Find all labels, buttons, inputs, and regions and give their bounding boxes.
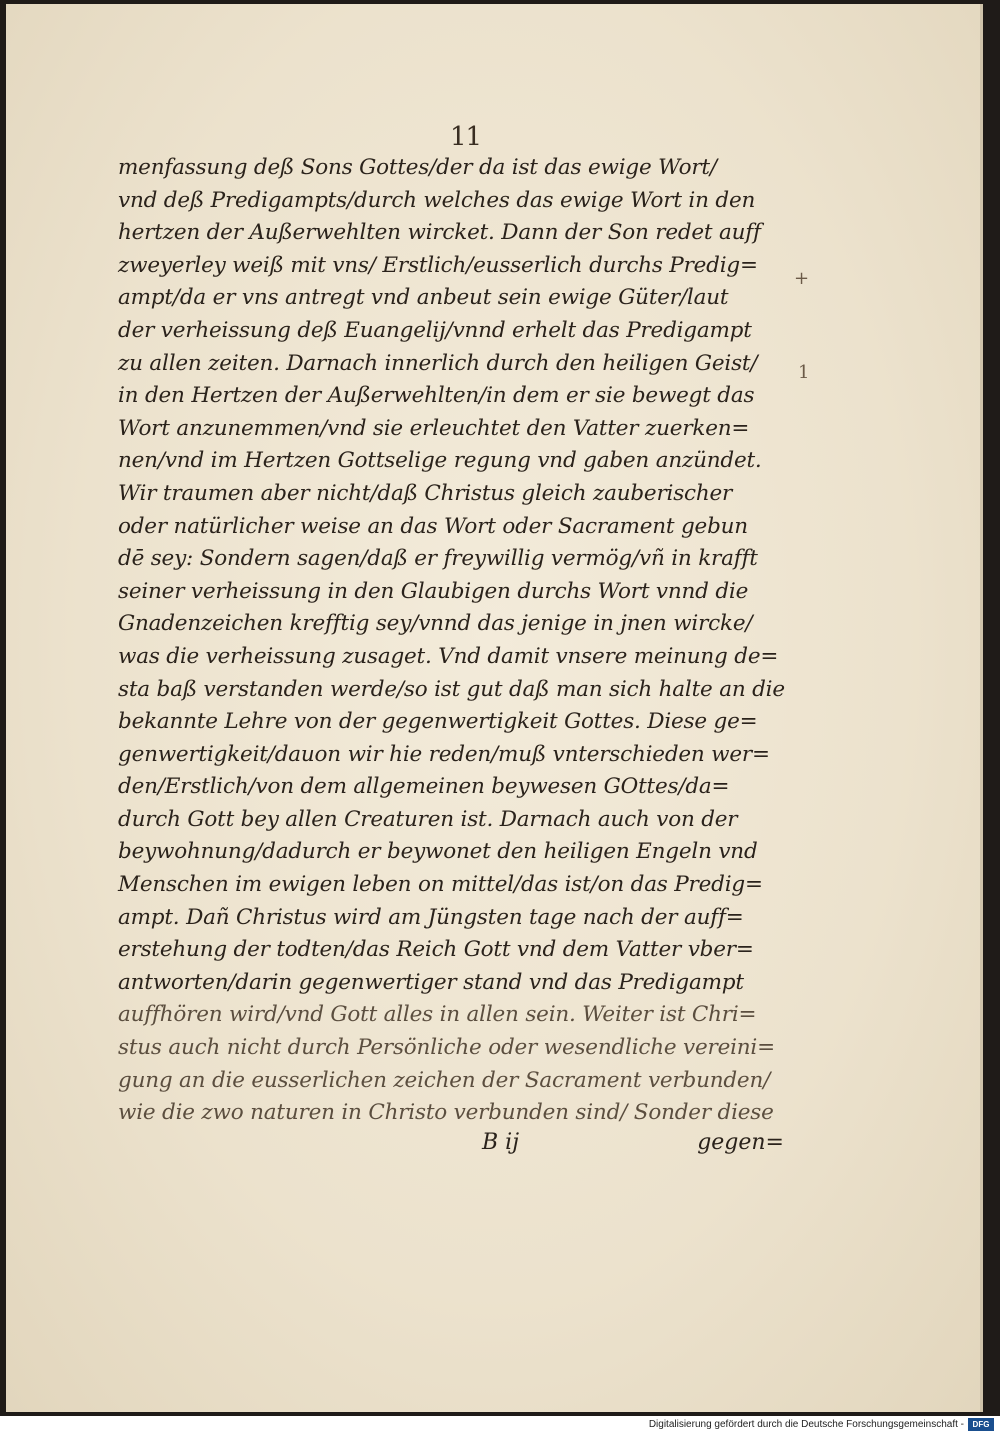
catchword: gegen= xyxy=(697,1130,784,1155)
text-line: auffhören wird/vnd Gott alles in allen sein. Weiter ist Chri= xyxy=(118,1002,757,1028)
text-line: sta baß verstanden werde/so ist gut daß man sich halte an die xyxy=(118,676,785,702)
text-line: wie die zwo naturen in Christo verbunden sind/ Sonder diese xyxy=(118,1100,774,1126)
text-line: stus auch nicht durch Persönliche oder wesendliche vereini= xyxy=(118,1035,775,1061)
text-line: vnd deß Predigampts/durch welches das ewige Wort in den xyxy=(118,187,756,213)
text-line: oder natürlicher weise an das Wort oder Sacrament gebun xyxy=(118,513,748,539)
dfg-logo: DFG xyxy=(968,1418,994,1431)
text-line: zu allen zeiten. Darnach innerlich durch den heiligen Geist/ xyxy=(118,350,758,376)
text-line: Menschen im ewigen leben on mittel/das ist/on das Predig= xyxy=(118,872,763,898)
text-line: nen/vnd im Hertzen Gottselige regung vnd gaben anzündet. xyxy=(118,448,762,474)
text-line: erstehung der todten/das Reich Gott vnd dem Vatter vber= xyxy=(118,937,754,963)
text-line: seiner verheissung in den Glaubigen durchs Wort vnnd die xyxy=(118,578,749,604)
text-line: in den Hertzen der Außerwehlten/in dem er sie bewegt das xyxy=(118,383,755,409)
page-footer xyxy=(118,1130,790,1164)
margin-mark-one: 1 xyxy=(798,362,810,383)
text-line: beywohnung/dadurch er beywonet den heiligen Engeln vnd xyxy=(118,839,758,865)
text-line: menfassung deß Sons Gottes/der da ist das ewige Wort/ xyxy=(118,155,717,180)
text-line: durch Gott bey allen Creaturen ist. Darnach auch von der xyxy=(118,806,738,832)
text-line: genwertigkeit/dauon wir hie reden/muß vnterschieden wer= xyxy=(118,741,770,767)
page-number: 11 xyxy=(450,122,482,152)
digitization-credit: Digitalisierung gefördert durch die Deutsche Forschungsgemeinschaft - xyxy=(648,1419,964,1430)
text-line: dē sey: Sondern sagen/daß er freywillig vermög/vñ in krafft xyxy=(118,546,758,572)
text-line: Wir traumen aber nicht/daß Christus gleich zauberischer xyxy=(118,480,733,506)
text-line: zweyerley weiß mit vns/ Erstlich/eusserlich durchs Predig= xyxy=(118,252,758,278)
text-line: Wort anzunemmen/vnd sie erleuchtet den Vatter zuerken= xyxy=(118,415,750,441)
text-line: den/Erstlich/von dem allgemeinen beywesen GOttes/da= xyxy=(118,774,730,800)
body-text xyxy=(118,152,790,1130)
text-line: gung an die eusserlichen zeichen der Sacrament verbunden/ xyxy=(118,1067,771,1093)
text-line: was die verheissung zusaget. Vnd damit vnsere meinung de= xyxy=(118,643,779,669)
text-line: Gnadenzeichen krefftig sey/vnnd das jenige in jnen wircke/ xyxy=(118,611,753,637)
text-line: der verheissung deß Euangelij/vnnd erhelt das Predigampt xyxy=(118,317,752,343)
text-line: bekannte Lehre von der gegenwertigkeit Gottes. Diese ge= xyxy=(118,709,758,735)
text-line: hertzen der Außerwehlten wircket. Dann der Son redet auff xyxy=(118,220,761,246)
margin-mark-plus: + xyxy=(794,268,810,289)
signature-mark: B ij xyxy=(482,1130,520,1155)
text-line: ampt. Dañ Christus wird am Jüngsten tage nach der auff= xyxy=(118,904,744,930)
text-line: ampt/da er vns antregt vnd anbeut sein ewige Güter/laut xyxy=(118,285,729,311)
text-line: antworten/darin gegenwertiger stand vnd das Predigampt xyxy=(118,969,744,995)
